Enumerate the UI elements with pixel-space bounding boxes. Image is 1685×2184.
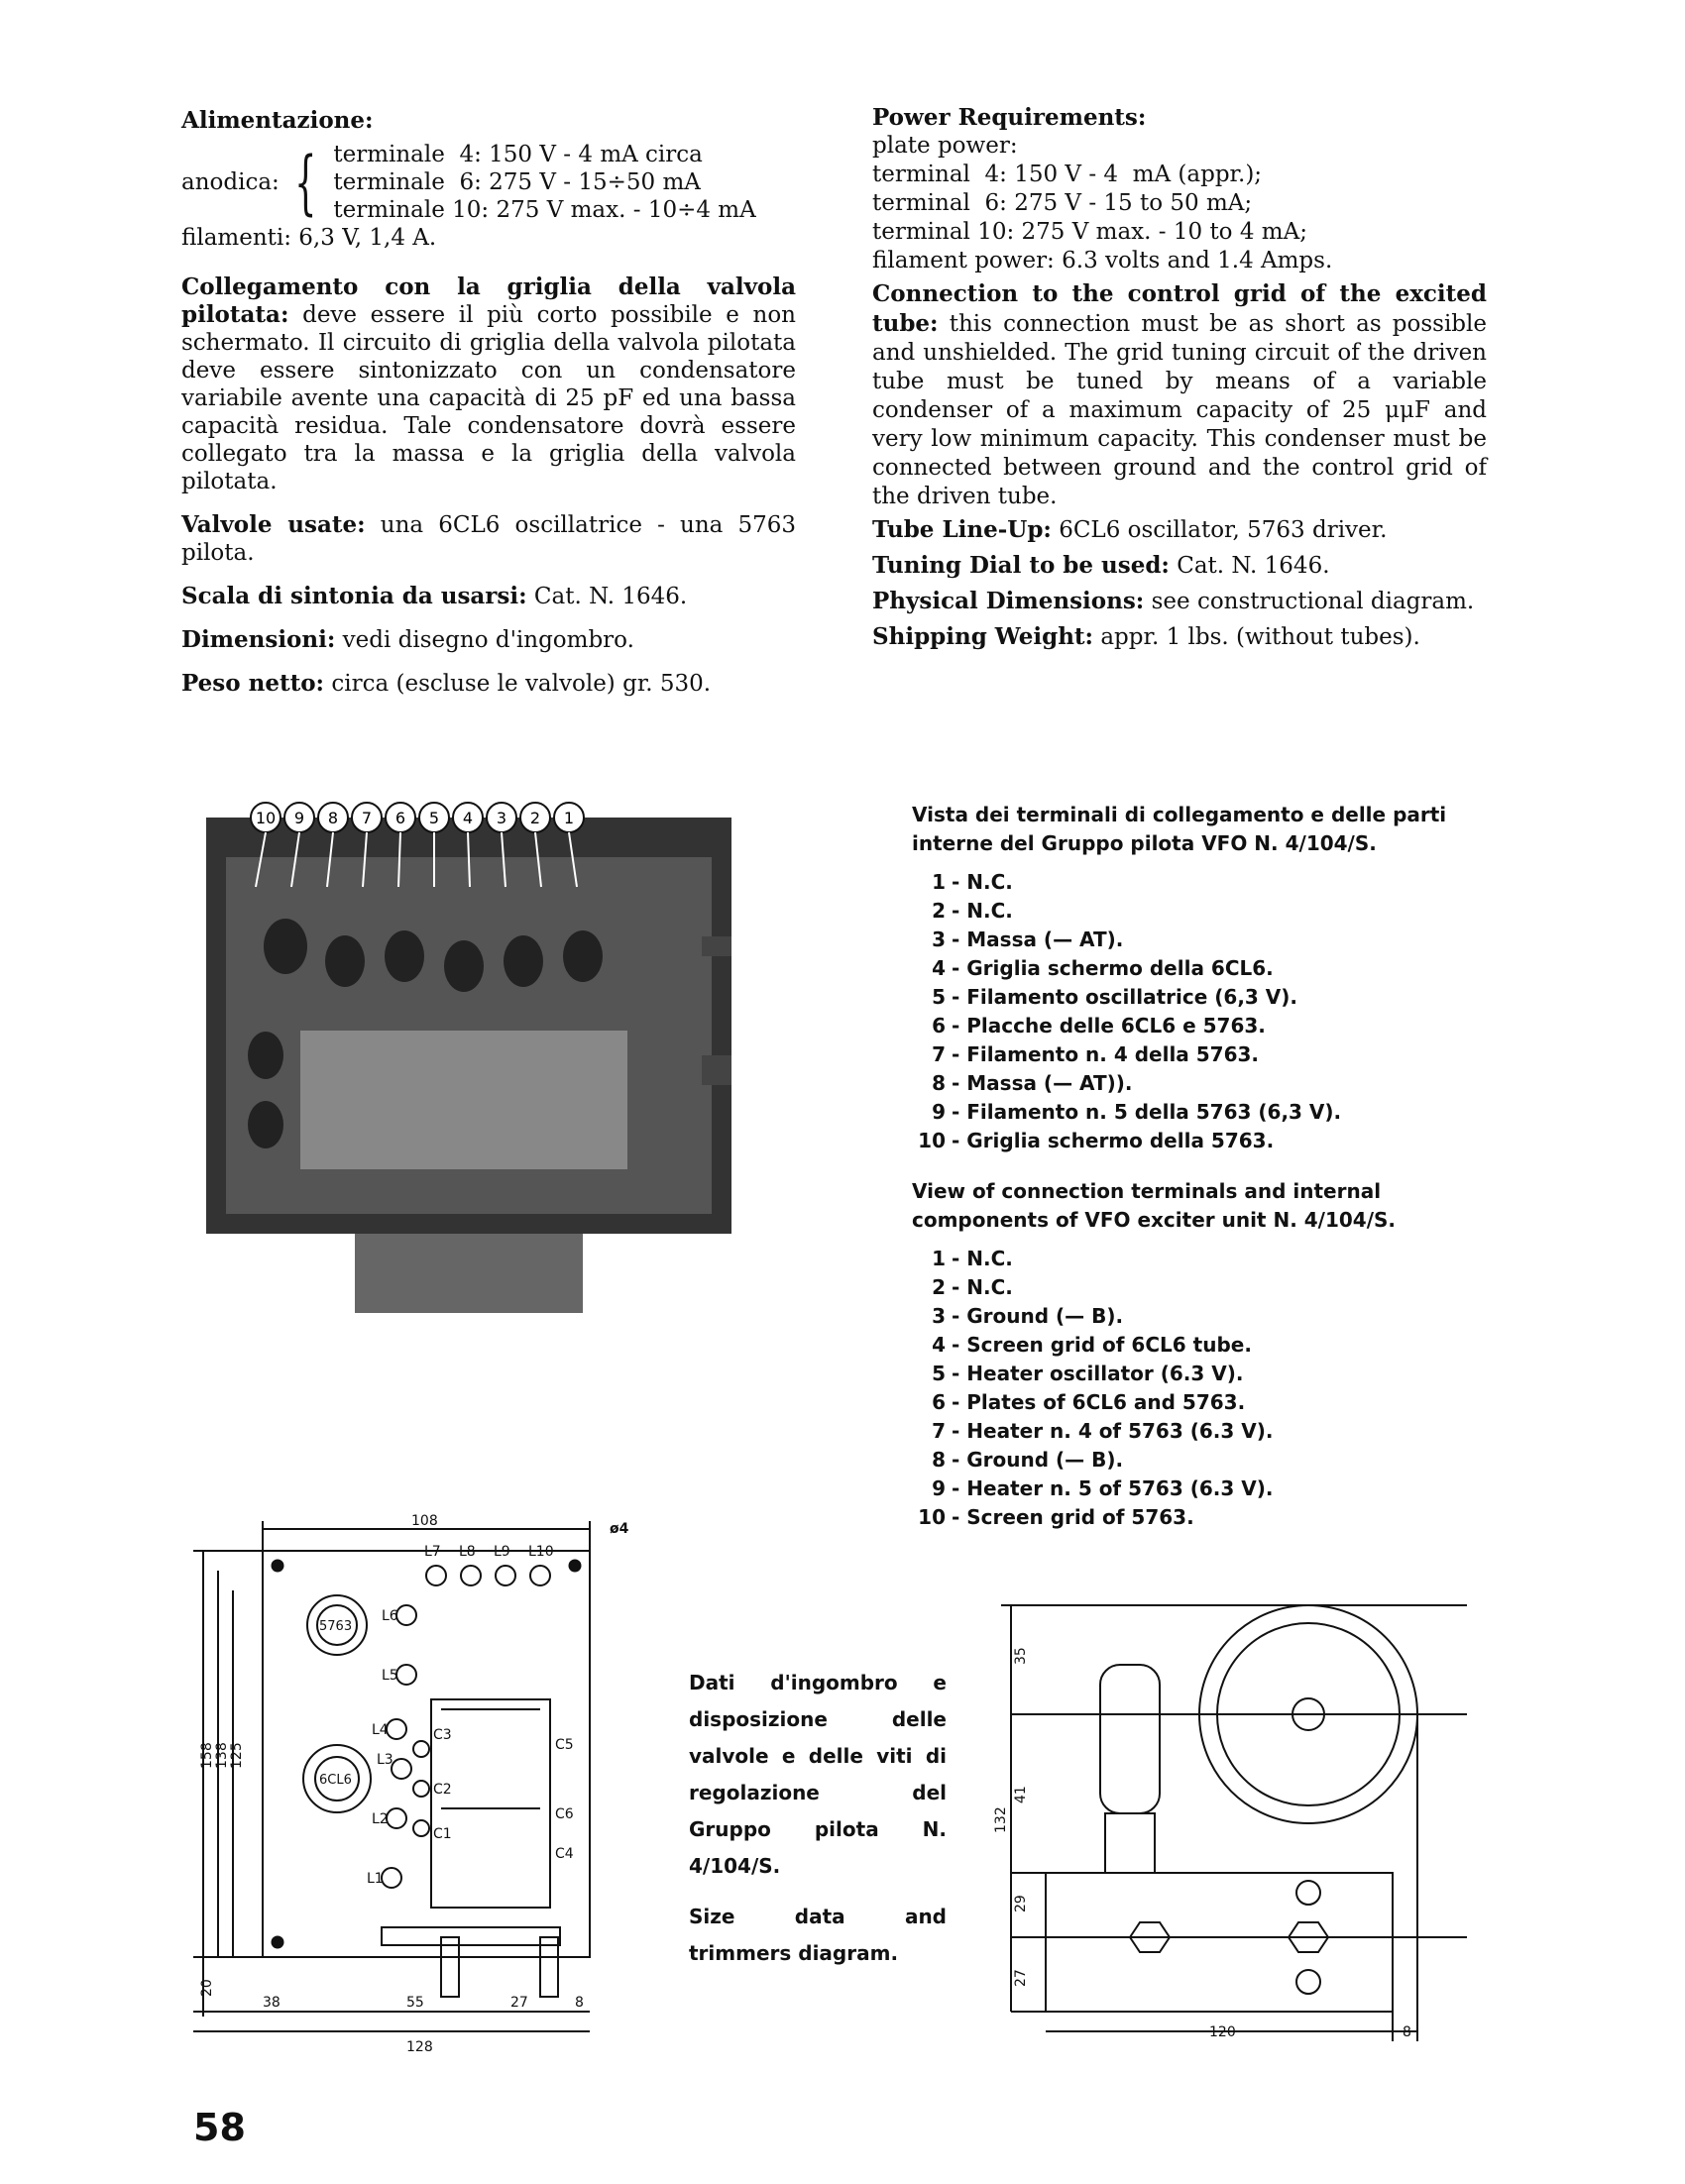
tubes-label-en: Tube Line-Up: (872, 516, 1052, 543)
dim-left: 158 (199, 1742, 215, 1769)
legend-number: 5 (932, 985, 946, 1009)
dimensions-it (181, 626, 796, 654)
cap-label: C1 (433, 1826, 452, 1842)
connection-label-en: Connection to the control grid of the excited tube: (872, 280, 1487, 337)
legend-list-it (912, 868, 1482, 1155)
dial-en (872, 551, 1487, 581)
callout-number: 10 (255, 809, 277, 827)
legend-item (912, 926, 1482, 954)
shaft (702, 1055, 731, 1085)
plate-power: plate power: (872, 133, 1018, 159)
legend-item (912, 1040, 1482, 1069)
dimensions-label-it: Dimensioni: (181, 626, 336, 653)
terminal-line: terminal 6: 275 V - 15 to 50 mA; (872, 190, 1253, 216)
dim-left: 41 (1013, 1786, 1029, 1803)
legend-list-en (912, 1245, 1482, 1532)
legend-number: 1 (932, 1247, 946, 1270)
legend-number: 6 (932, 1390, 946, 1414)
legend-english (912, 1177, 1482, 1532)
dim-left: 138 (214, 1742, 230, 1769)
legend-text: - Massa (— AT)). (952, 1071, 1133, 1095)
weight-label-en: Shipping Weight: (872, 623, 1094, 650)
legend-text: - Screen grid of 5763. (952, 1505, 1194, 1529)
filamenti: filamenti: 6,3 V, 1,4 A. (181, 225, 437, 251)
legend-number: 8 (932, 1071, 946, 1095)
legend-item (912, 897, 1482, 926)
legend-number: 2 (932, 899, 946, 923)
legend-text: - Plates of 6CL6 and 5763. (952, 1390, 1246, 1414)
caption-en: Size data and trimmers diagram. (689, 1905, 947, 1965)
weight-text-it: circa (escluse le valvole) gr. 530. (331, 671, 712, 697)
terminal-line: terminale 4: 150 V - 4 mA circa (333, 142, 703, 167)
legend-item (912, 868, 1482, 897)
legend-number: 3 (932, 1304, 946, 1328)
dial-text-en: Cat. N. 1646. (1177, 553, 1330, 579)
legend-number: 4 (932, 956, 946, 980)
dim-bottom-left: 20 (199, 1979, 215, 1997)
dim-bottom: 120 (1209, 2024, 1236, 2040)
coil-label: L1 (367, 1871, 384, 1887)
dim-bottom: 27 (510, 1995, 528, 2011)
tubes-text-it: una 6CL6 oscillatrice - una 5763 pilota. (181, 512, 797, 566)
cap-label: C6 (555, 1806, 574, 1822)
coil-label: L7 (424, 1544, 441, 1560)
dim-total: 128 (406, 2039, 433, 2055)
base-outline (1046, 1873, 1393, 2012)
shaft (702, 936, 731, 956)
legend-number: 9 (932, 1100, 946, 1124)
dimensions-label-en: Physical Dimensions: (872, 588, 1145, 614)
anodica-label: anodica: (181, 169, 280, 195)
connection-it (181, 273, 796, 495)
legend-item (912, 1127, 1482, 1155)
dimensions-en (872, 587, 1487, 616)
legend-item (912, 1360, 1482, 1388)
legend-text: - Griglia schermo della 6CL6. (952, 956, 1274, 980)
tubes-it (181, 511, 796, 567)
connection-text-it: deve essere il più corto possibile e non schermato. Il circuito di griglia della valvola pilotata deve essere sintonizzato con un condensatore variabile avente una capacità di 25 pF ed una bassa capacità residua. Tale condensatore dovrà essere collegato tra la massa e la griglia della valvola pilotata. (181, 302, 796, 494)
callout-number: 4 (462, 809, 474, 827)
legend-text: - Heater n. 5 of 5763 (6.3 V). (952, 1476, 1274, 1500)
callout-number: 3 (496, 809, 507, 827)
tubes-label-it: Valvole usate: (181, 511, 366, 538)
terminal-list-it (333, 141, 755, 224)
dim-bottom: 38 (263, 1995, 281, 2011)
legend-text: - N.C. (952, 1247, 1013, 1270)
coil-label: L9 (494, 1544, 510, 1560)
legend-number: 7 (932, 1042, 946, 1066)
legend-text: - N.C. (952, 870, 1013, 894)
filament-power: filament power: 6.3 volts and 1.4 Amps. (872, 248, 1333, 273)
dial-label-en: Tuning Dial to be used: (872, 552, 1170, 579)
legend-item (912, 1417, 1482, 1446)
callout-number: 1 (563, 809, 575, 827)
legend-number: 6 (932, 1014, 946, 1037)
unit-photo (206, 798, 731, 1392)
legend-item (912, 1245, 1482, 1273)
legend-text: - Ground (— B). (952, 1448, 1124, 1472)
dim-bottom: 8 (575, 1995, 584, 2011)
side-view-labels (993, 1647, 1411, 2040)
cap-label: C5 (555, 1737, 574, 1753)
drawing-caption (689, 1665, 947, 1972)
legend-number: 10 (918, 1505, 946, 1529)
legend-title-it: Vista dei terminali di collegamento e delle parti interne del Gruppo pilota VFO N. 4/104/S. (912, 803, 1447, 855)
dim-left: 29 (1013, 1895, 1029, 1912)
coil-label: L2 (372, 1811, 389, 1827)
connection-en (872, 279, 1487, 511)
dial-label-it: Scala di sintonia da usarsi: (181, 583, 527, 609)
connection-text-en: this connection must be as short as possible and unshielded. The grid tuning circuit of the driven tube must be tuned by means of a variable condenser of a maximum capacity of 25 μμF and very low minimum capacity. This condenser must be connected between ground and the control grid of the driven tube. (872, 311, 1487, 509)
legend-item (912, 1012, 1482, 1040)
weight-it (181, 670, 796, 698)
legend-text: - Placche delle 6CL6 e 5763. (952, 1014, 1266, 1037)
legend-item (912, 1302, 1482, 1331)
caption-it: Dati d'ingombro e disposizione delle valvole e delle viti di regolazione del Gruppo pilota N. 4/104/S. (689, 1671, 947, 1878)
coil-label: L8 (459, 1544, 476, 1560)
dim-left: 35 (1013, 1647, 1029, 1665)
legend-title-en: View of connection terminals and internal components of VFO exciter unit N. 4/104/S. (912, 1179, 1397, 1232)
legend-number: 3 (932, 928, 946, 951)
legend-item (912, 1388, 1482, 1417)
legend-text: - N.C. (952, 1275, 1013, 1299)
legend-text: - Filamento n. 5 della 5763 (6,3 V). (952, 1100, 1342, 1124)
dim-bottom: 55 (406, 1995, 424, 2011)
legend-number: 9 (932, 1476, 946, 1500)
cap-label: C2 (433, 1782, 452, 1798)
trimmer-coils (382, 1566, 550, 1888)
coil-label: L3 (377, 1752, 393, 1768)
legend-number: 7 (932, 1419, 946, 1443)
side-view-drawing (991, 1595, 1467, 2051)
callout-number: 8 (327, 809, 339, 827)
legend-item (912, 1446, 1482, 1474)
legend-item (912, 1098, 1482, 1127)
legend-text: - Heater n. 4 of 5763 (6.3 V). (952, 1419, 1274, 1443)
anodica-block (181, 141, 796, 224)
callout-number: 2 (529, 809, 541, 827)
dimensions-text-en: see constructional diagram. (1151, 589, 1475, 614)
power-heading-it: Alimentazione: (181, 107, 374, 134)
coil-label: L5 (382, 1668, 398, 1684)
terminal-line: terminale 10: 275 V max. - 10÷4 mA (333, 197, 756, 223)
legend-text: - Ground (— B). (952, 1304, 1124, 1328)
terminal-line: terminale 6: 275 V - 15÷50 mA (333, 169, 701, 195)
legend-number: 10 (918, 1129, 946, 1152)
legend-item (912, 954, 1482, 983)
legend-text: - Screen grid of 6CL6 tube. (952, 1333, 1252, 1357)
callout-number: 6 (394, 809, 406, 827)
tube-label: 5763 (319, 1619, 353, 1634)
dim-total: 132 (993, 1806, 1009, 1833)
legend-number: 4 (932, 1333, 946, 1357)
callout-number: 9 (293, 809, 305, 827)
coil-label: L6 (382, 1608, 398, 1624)
coil-assembly (355, 1234, 583, 1313)
legend-number: 5 (932, 1362, 946, 1385)
hole-mark: ø4 (610, 1521, 629, 1537)
cap-label: C4 (555, 1846, 574, 1862)
coil-label: L4 (372, 1722, 389, 1738)
terminal-line: terminal 10: 275 V max. - 10 to 4 mA; (872, 219, 1307, 245)
layout-drawing (183, 1511, 659, 2071)
terminal-line: terminal 4: 150 V - 4 mA (appr.); (872, 162, 1263, 187)
connection-label-it: Collegamento con la griglia della valvola pilotata: (181, 273, 796, 328)
dim-bottom: 8 (1403, 2024, 1411, 2040)
legend-text: - Griglia schermo della 5763. (952, 1129, 1275, 1152)
coil-label: L10 (528, 1544, 554, 1560)
power-heading-en: Power Requirements: (872, 104, 1147, 131)
tubes-text-en: 6CL6 oscillator, 5763 driver. (1059, 517, 1388, 543)
tube-label: 6CL6 (319, 1773, 352, 1788)
callout-number: 5 (428, 809, 440, 827)
dim-left: 27 (1013, 1969, 1029, 1987)
legend-text: - Heater oscillator (6.3 V). (952, 1362, 1244, 1385)
dial-text-it: Cat. N. 1646. (533, 584, 688, 609)
italian-specs (181, 107, 796, 698)
brace-icon: { (293, 142, 317, 223)
dial-it (181, 583, 796, 610)
weight-en (872, 622, 1487, 652)
legend-item (912, 983, 1482, 1012)
weight-label-it: Peso netto: (181, 670, 325, 697)
legend-text: - N.C. (952, 899, 1013, 923)
legend-number: 2 (932, 1275, 946, 1299)
callout-number: 7 (361, 809, 373, 827)
legend-item (912, 1273, 1482, 1302)
dim-top: 108 (411, 1513, 438, 1529)
legend-number: 8 (932, 1448, 946, 1472)
legend-text: - Filamento n. 4 della 5763. (952, 1042, 1260, 1066)
english-specs (872, 103, 1487, 652)
tubes-en (872, 515, 1487, 545)
legend-item (912, 1503, 1482, 1532)
legend-item (912, 1474, 1482, 1503)
legend-item (912, 1069, 1482, 1098)
cap-label: C3 (433, 1727, 452, 1743)
legend-number: 1 (932, 870, 946, 894)
legend-item (912, 1331, 1482, 1360)
dim-left: 125 (229, 1742, 245, 1769)
weight-text-en: appr. 1 lbs. (without tubes). (1100, 624, 1420, 650)
legend-text: - Massa (— AT). (952, 928, 1124, 951)
page-number: 58 (193, 2106, 246, 2149)
legend-italian (912, 801, 1482, 1155)
dimensions-text-it: vedi disegno d'ingombro. (342, 627, 634, 653)
variable-capacitor (300, 1031, 627, 1169)
legend-text: - Filamento oscillatrice (6,3 V). (952, 985, 1298, 1009)
